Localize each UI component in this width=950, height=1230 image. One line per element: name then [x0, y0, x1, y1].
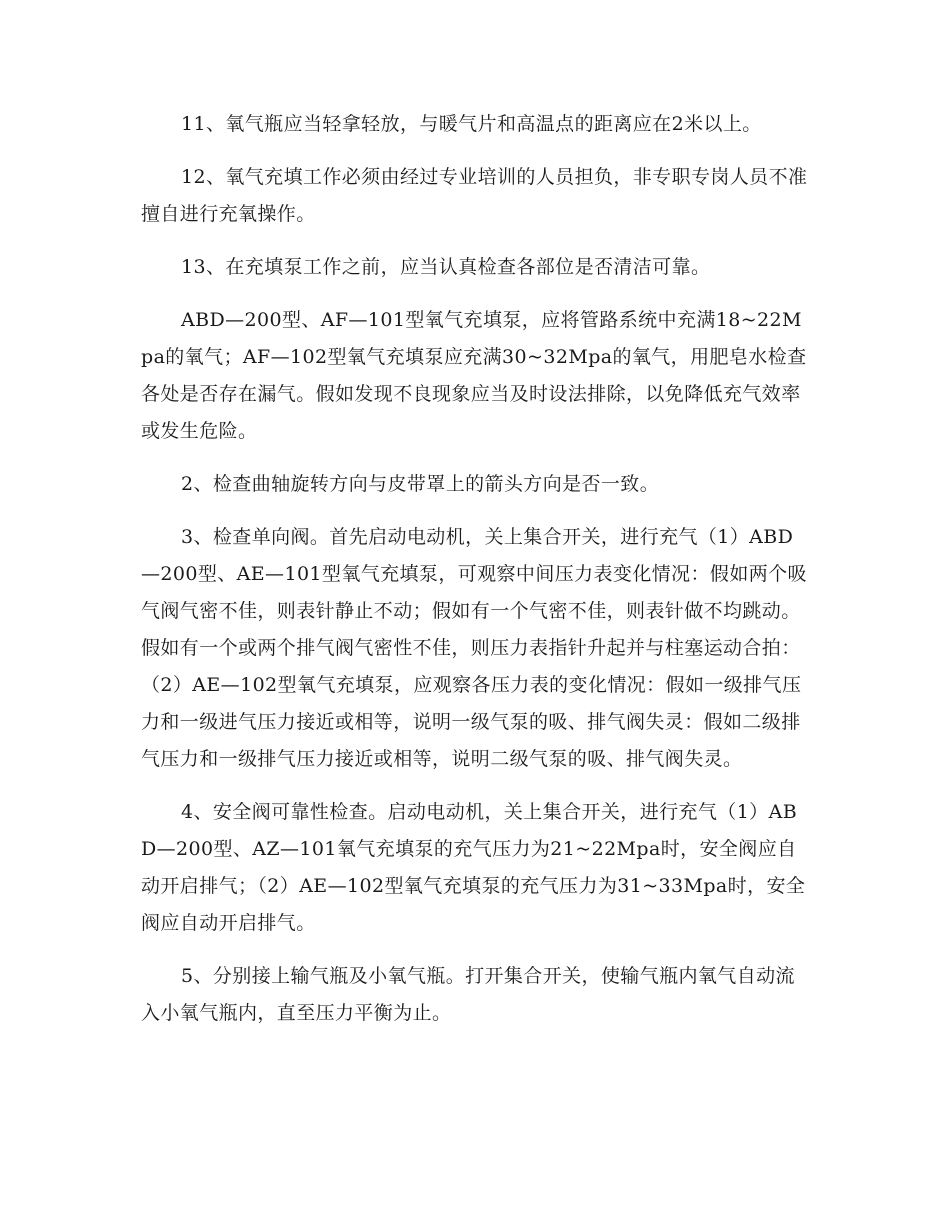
paragraph-item-11: 11、氧气瓶应当轻拿轻放，与暖气片和高温点的距离应在2米以上。 [181, 113, 762, 135]
paragraph-item-13: 13、在充填泵工作之前，应当认真检查各部位是否清洁可靠。 [181, 256, 711, 278]
paragraph-item-5: 5、分别接上输气瓶及小氧气瓶。打开集合开关，使输气瓶内氧气自动流入小氧气瓶内，直至压力平衡为止。 [141, 965, 795, 1024]
paragraph-item-4: 4、安全阀可靠性检查。启动电动机，关上集合开关，进行充气（1）ABD—200型、AZ—101氧气充填泵的充气压力为21~22Mpa时，安全阀应自动开启排气；（2）AE—102型氧气充填泵的充气压力为31~33Mpa时，安全阀应自动开启排气。 [141, 801, 806, 934]
paragraph-item-12: 12、氧气充填工作必须由经过专业培训的人员担负，非专职专岗人员不准擅自进行充氧操作。 [141, 166, 808, 225]
paragraph-pump-pressure: ABD—200型、AF—101型氧气充填泵，应将管路系统中充满18~22Mpa的氧气；AF—102型氧气充填泵应充满30~32Mpa的氧气，用肥皂水检查各处是否存在漏气。假如发现不良现象应当及时设法排除，以免降低充气效率或发生危险。 [141, 309, 807, 442]
paragraph-item-2: 2、检查曲轴旋转方向与皮带罩上的箭头方向是否一致。 [181, 473, 660, 495]
paragraph-item-3: 3、检查单向阀。首先启动电动机，关上集合开关，进行充气（1）ABD—200型、AE—101型氧气充填泵，可观察中间压力表变化情况：假如两个吸气阀气密不佳，则表针静止不动；假如有一个气密不佳，则表针做不均跳动。假如有一个或两个排气阀气密性不佳，则压力表指针升起并与柱塞运动合拍：（2）AE—102型氧气充填泵，应观察各压力表的变化情况：假如一级排气压力和一级进气压力接近或相等，说明一级气泵的吸、排气阀失灵：假如二级排气压力和一级排气压力接近或相等，说明二级气泵的吸、排气阀失灵。 [141, 526, 807, 770]
document-body [141, 106, 811, 1048]
